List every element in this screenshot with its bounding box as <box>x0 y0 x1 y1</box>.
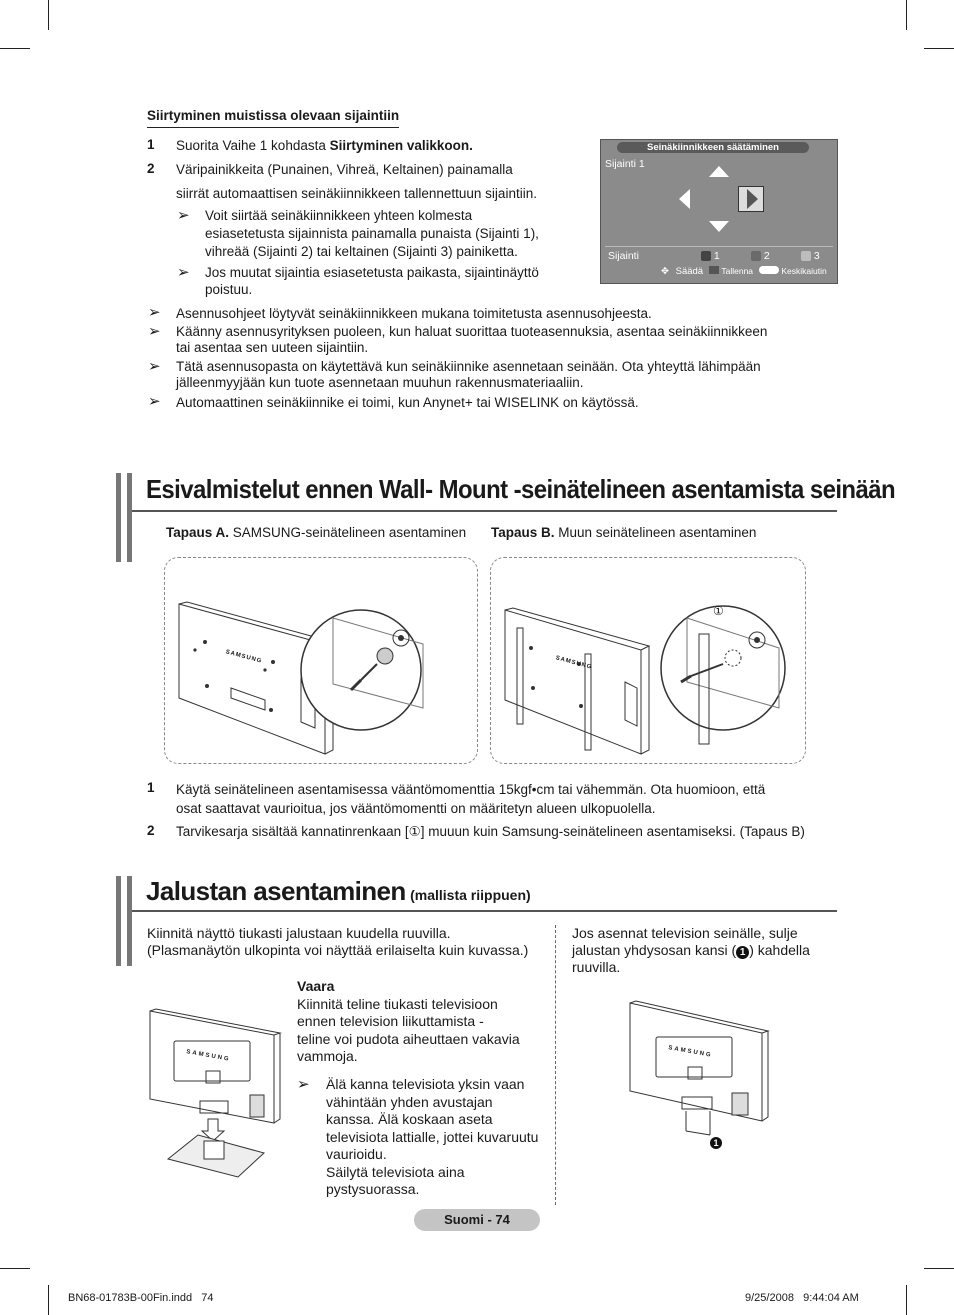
right-arrow-button[interactable] <box>738 186 764 212</box>
step-text: siirrät automaattisen seinäkiinnikkeen tallennettuun sijaintiin. <box>176 186 537 201</box>
warning-block: Vaara Kiinnitä teline tiukasti televisioon ennen television liikuttamista - teline voi pudota aiheuttaen vakavia vammoja. <box>297 978 520 1064</box>
brand-label: SAMSUNG <box>667 1045 713 1059</box>
crop-mark <box>906 0 907 30</box>
left-arrow-icon <box>679 189 690 209</box>
wall-cover-illustration <box>626 995 776 1155</box>
note-text: Asennusohjeet löytyvät seinäkiinnikkeen mukana toimitetusta asennusohjeesta. <box>176 306 652 321</box>
osd-help-row: ✥ Säädä Tallenna Keskikaiutin <box>661 266 827 277</box>
note-text: Jos muutat sijaintia esiasetetusta paikasta, sijaintinäyttö poistuu. <box>205 265 539 297</box>
move-icon: ✥ <box>661 266 669 277</box>
tv-back-diagram <box>491 558 805 763</box>
crop-mark <box>924 1268 954 1269</box>
section-rule <box>132 510 837 512</box>
step-text: Suorita Vaihe 1 kohdasta Siirtyminen valikkoon. <box>176 138 473 153</box>
section-bar <box>116 876 132 966</box>
cover-marker-icon: 1 <box>736 946 749 959</box>
osd-divider <box>605 246 833 247</box>
right-arrow-icon <box>747 189 758 209</box>
brand-label: SAMSUNG <box>554 655 593 671</box>
note-arrow-icon: ➢ <box>148 323 161 340</box>
cover-marker-icon: 1 <box>710 1137 722 1149</box>
osd-screen <box>600 139 838 284</box>
up-arrow-icon <box>709 166 729 177</box>
item-number: 2 <box>147 823 155 838</box>
step-number: 1 <box>147 137 155 152</box>
case-b-label: Tapaus B. Muun seinätelineen asentaminen <box>491 525 757 540</box>
page-number-badge: Suomi - 74 <box>414 1209 540 1231</box>
enter-icon <box>709 266 719 274</box>
wall-instruction: Jos asennat television seinälle, sulje jalustan yhdysosan kansi ( 1 ) kahdella ruuvilla. <box>572 925 810 975</box>
ring-marker: ① <box>713 604 724 618</box>
down-arrow-icon <box>709 221 729 232</box>
brand-label: SAMSUNG <box>224 649 263 665</box>
case-a-label: Tapaus A. SAMSUNG-seinätelineen asentaminen <box>166 525 467 540</box>
osd-title: Seinäkiinnikkeen säätäminen <box>617 142 809 153</box>
section-heading: Esivalmistelut ennen Wall- Mount -seinätelineen asentamista seinään <box>146 474 896 504</box>
yellow-button-icon <box>801 251 811 261</box>
step-number: 2 <box>147 161 155 176</box>
note-text: Älä kanna televisiota yksin vaan vähintään yhden avustajan kanssa. Älä koskaan aseta televisiota lattialle, jottei kuvaruutu vaurioidu. Säilytä televisiota aina pystysuorassa. <box>326 1076 539 1197</box>
position-2-button[interactable]: 2 <box>751 250 770 262</box>
section-bar <box>116 473 132 562</box>
section-heading: Jalustan asentaminen (mallista riippuen) <box>146 876 531 906</box>
illustration-case-a <box>164 557 478 764</box>
note-text: Automaattinen seinäkiinnike ei toimi, kun Anynet+ tai WISELINK on käytössä. <box>176 395 639 410</box>
note-text: Voit siirtää seinäkiinnikkeen yhteen kolmesta esiasetetusta sijainnista painamalla punaista (Sijainti 1), vihreää (Sijainti 2) tai keltainen (Sijainti 3) painiketta. <box>205 208 539 259</box>
footer-date: 9/25/2008 9:44:04 AM <box>745 1292 859 1304</box>
stand-illustration <box>146 1005 296 1185</box>
position-1-button[interactable]: 1 <box>701 250 720 262</box>
osd-position-label: Sijainti 1 <box>605 158 645 170</box>
item-text: Tarvikesarja sisältää kannatinrenkaan [①] muuun kuin Samsung-seinätelineen asentamiseksi. (Tapaus B) <box>176 824 805 839</box>
column-divider <box>555 925 556 1205</box>
tv-back-diagram <box>165 558 477 763</box>
crop-mark <box>906 1285 907 1315</box>
tv-stand-diagram <box>146 1005 296 1185</box>
note-text: Käänny asennusyrityksen puoleen, kun haluat suorittaa tuoteasennuksia, asentaa seinäkiinnikkeen tai asentaa sen uuteen sijaintiin. <box>176 324 768 355</box>
crop-mark <box>0 1268 30 1269</box>
note-arrow-icon: ➢ <box>297 1076 310 1093</box>
note-arrow-icon: ➢ <box>148 304 161 321</box>
section-rule <box>132 910 837 912</box>
note-arrow-icon: ➢ <box>148 393 161 410</box>
green-button-icon <box>751 251 761 261</box>
step-text: Väripainikkeita (Punainen, Vihreä, Keltainen) painamalla <box>176 162 513 177</box>
note-arrow-icon: ➢ <box>177 207 190 224</box>
position-3-button[interactable]: 3 <box>801 250 820 262</box>
stand-instruction: Kiinnitä näyttö tiukasti jalustaan kuudella ruuvilla. (Plasmanäytön ulkopinta voi näyttää erilaiselta kuin kuvassa.) <box>147 925 529 958</box>
item-number: 1 <box>147 780 155 795</box>
crop-mark <box>48 0 49 30</box>
osd-row-label: Sijainti <box>608 250 639 262</box>
footer-file: BN68-01783B-00Fin.indd 74 <box>68 1292 214 1304</box>
red-button-icon <box>701 251 711 261</box>
brand-label: SAMSUNG <box>185 1049 231 1063</box>
illustration-case-b <box>490 557 806 764</box>
item-text: Käytä seinätelineen asentamisessa vääntömomenttia 15kgf•cm tai vähemmän. Ota huomioon, että osat saattavat vaurioitua, jos vääntömomentti on määritetyn alueen ulkopuolella. <box>176 782 766 816</box>
crop-mark <box>48 1285 49 1315</box>
note-text: Tätä asennusopasta on käytettävä kun seinäkiinnike asennetaan seinään. Ota yhteyttä lähimpään jälleenmyyjään kun tuote asennetaan muuhun rakennusmateriaaliin. <box>176 359 761 390</box>
return-icon <box>759 266 779 274</box>
tv-cover-diagram <box>626 995 776 1155</box>
crop-mark <box>924 48 954 49</box>
note-arrow-icon: ➢ <box>148 358 161 375</box>
note-arrow-icon: ➢ <box>177 264 190 281</box>
subsection-title: Siirtyminen muistissa olevaan sijaintiin <box>147 107 399 128</box>
crop-mark <box>0 48 30 49</box>
